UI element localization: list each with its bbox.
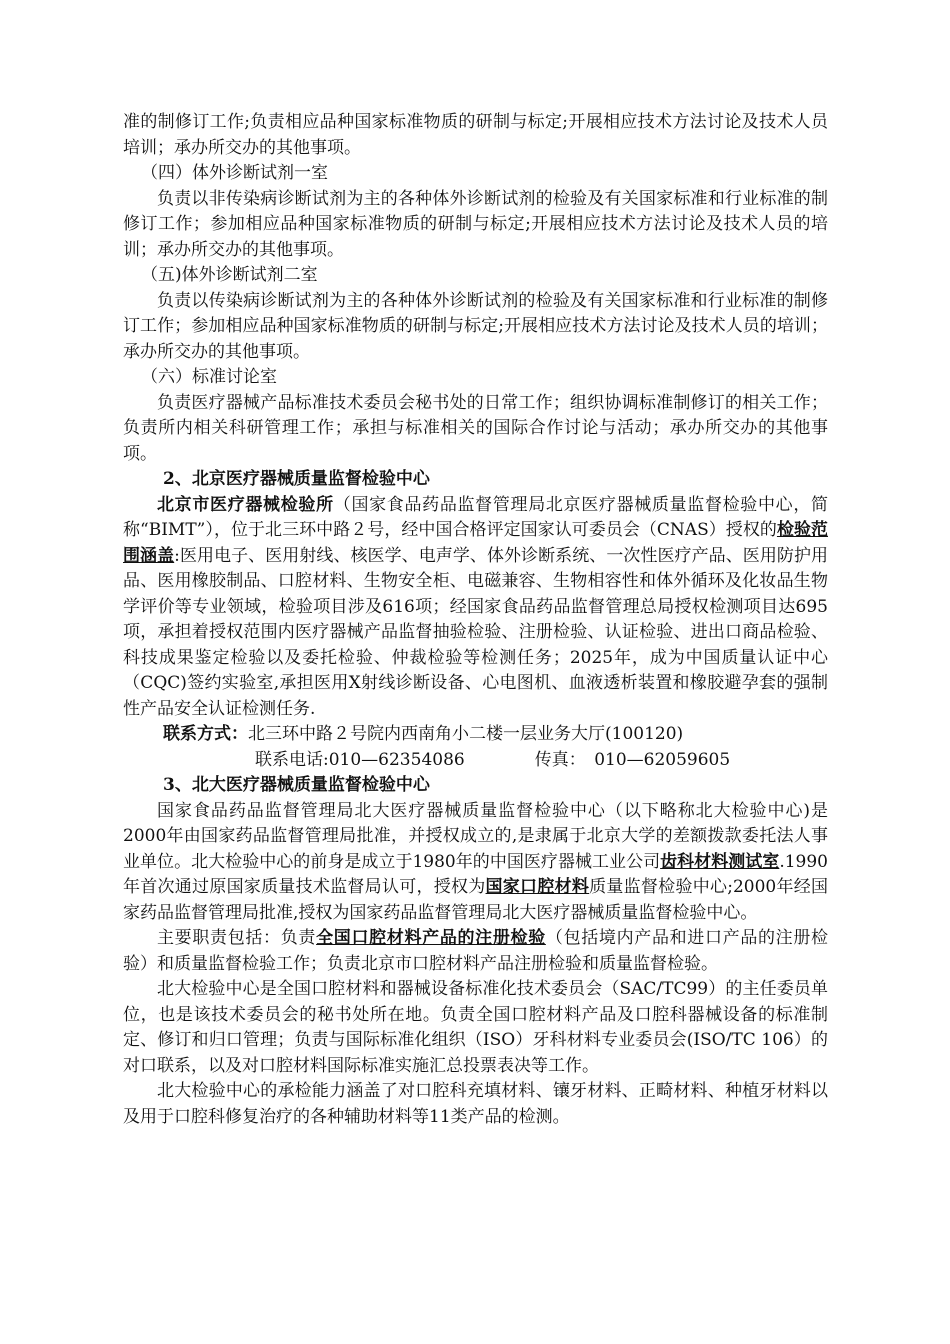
pku-text-2: .1990年首次通过原国家质量技术监督局认可，授权为 (123, 851, 828, 897)
pku-text-1: 国家食品药品监督管理局北大医疗器械质量监督检验中心（以下略称北大检验中心)是2000年由国家药品监督管理局批准，并授权成立的,是隶属于北京大学的差额拨款委托法人事业单位。北大检验中心的前身是成立于1980年的中国医疗器械工业公司 (123, 800, 828, 872)
contact-address-line (123, 722, 828, 748)
subsection-heading-5: （五)体外诊断试剂二室 (141, 265, 318, 285)
paragraph-pku-intro (123, 799, 828, 927)
bimt-text-1: （国家食品药品监督管理局北京医疗器械质量监督检验中心，简称“BIMT”），位于北三环中路２号，经中国合格评定国家认可委员会（CNAS）授权的 (123, 494, 829, 540)
paragraph-ivd-1: 负责以非传染病诊断试剂为主的各种体外诊断试剂的检验及有关国家标准和行业标准的制修订工作；参加相应品种国家标准物质的研制与标定;开展相应技术方法讨论及技术人员的培训；承办所交办的其他事项。 (123, 188, 828, 260)
scope-link[interactable]: 检验范围涵盖 (123, 520, 829, 566)
pku-text-3: 质量监督检验中心;2000年经国家药品监督管理局批准,授权为国家药品监督管理局北大医疗器械质量监督检验中心。 (123, 877, 829, 923)
paragraph-bimt (123, 493, 828, 723)
national-dental-link[interactable]: 国家口腔材料 (485, 877, 590, 897)
subsection-heading-4: （四）体外诊断试剂一室 (141, 163, 328, 183)
subsection-heading-6: （六）标准讨论室 (141, 367, 277, 387)
paragraph-pku-capability: 北大检验中心的承检能力涵盖了对口腔科充填材料、镶牙材料、正畸材料、种植牙材料以及用于口腔科修复治疗的各种辅助材料等11类产品的检测。 (123, 1081, 828, 1127)
document-page (123, 110, 828, 1130)
duties-text-1: 主要职责包括：负责 (157, 928, 317, 948)
section-heading-3: 3、北大医疗器械质量监督检验中心 (163, 775, 430, 795)
dental-lab-link[interactable]: 齿科材料测试室 (660, 851, 780, 872)
paragraph-standards: 负责医疗器械产品标准技术委员会秘书处的日常工作；组织协调标准制修订的相关工作；负责所内相关科研管理工作；承担与标准相关的国际合作讨论与活动；承办所交办的其他事项。 (123, 392, 828, 464)
paragraph-ivd-2: 负责以传染病诊断试剂为主的各种体外诊断试剂的检验及有关国家标准和行业标准的制修订工作；参加相应品种国家标准物质的研制与标定;开展相应技术方法讨论及技术人员的培训；承办所交办的其他事项。 (123, 290, 828, 362)
contact-phone: 联系电话:010—62354086 (255, 749, 465, 770)
paragraph-continuation: 准的制修订工作;负责相应品种国家标准物质的研制与标定;开展相应技术方法讨论及技术人员培训；承办所交办的其他事项。 (123, 112, 828, 158)
contact-phone-line (123, 748, 828, 774)
bimt-text-2: :医用电子、医用射线、核医学、电声学、体外诊断系统、一次性医疗产品、医用防护用品、医用橡胶制品、口腔材料、生物安全柜、电磁兼容、生物相容性和体外循环及化妆品生物学评价等专业领域，检验项目涉及616项；经国家食品药品监督管理总局授权检测项目达695项，承担着授权范围内医疗器械产品监督抽验检验、注册检验、认证检验、进出口商品检验、科技成果鉴定检验以及委托检验、仲裁检验等检测任务；2025年，成为中国质量认证中心（CQC)签约实验室,承担医用X射线诊断设备、心电图机、血液透析装置和橡胶避孕套的强制性产品安全认证检测任务. (123, 545, 828, 719)
contact-fax: 传真： 010—62059605 (534, 749, 731, 770)
registration-inspection-link[interactable]: 全国口腔材料产品的注册检验 (316, 928, 546, 948)
duties-text-2: （包括境内产品和进口产品的注册检验）和质量监督检验工作；负责北京市口腔材料产品注册检验和质量监督检验。 (123, 928, 829, 974)
contact-label: 联系方式： (163, 724, 248, 744)
paragraph-pku-duties (123, 926, 828, 977)
paragraph-pku-committee: 北大检验中心是全国口腔材料和器械设备标准化技术委员会（SAC/TC99）的主任委员单位，也是该技术委员会的秘书处所在地。负责全国口腔材料产品及口腔科器械设备的标准制定、修订和归口管理；负责与国际标准化组织（ISO）牙科材料专业委员会(ISO/TC 106）的对口联系，以及对口腔材料国际标准实施汇总投票表决等工作。 (123, 979, 828, 1076)
institute-name: 北京市医疗器械检验所 (157, 494, 334, 515)
section-heading-2: 2、北京医疗器械质量监督检验中心 (163, 469, 430, 489)
contact-address: 北三环中路２号院内西南角小二楼一层业务大厅(100120) (248, 724, 684, 744)
